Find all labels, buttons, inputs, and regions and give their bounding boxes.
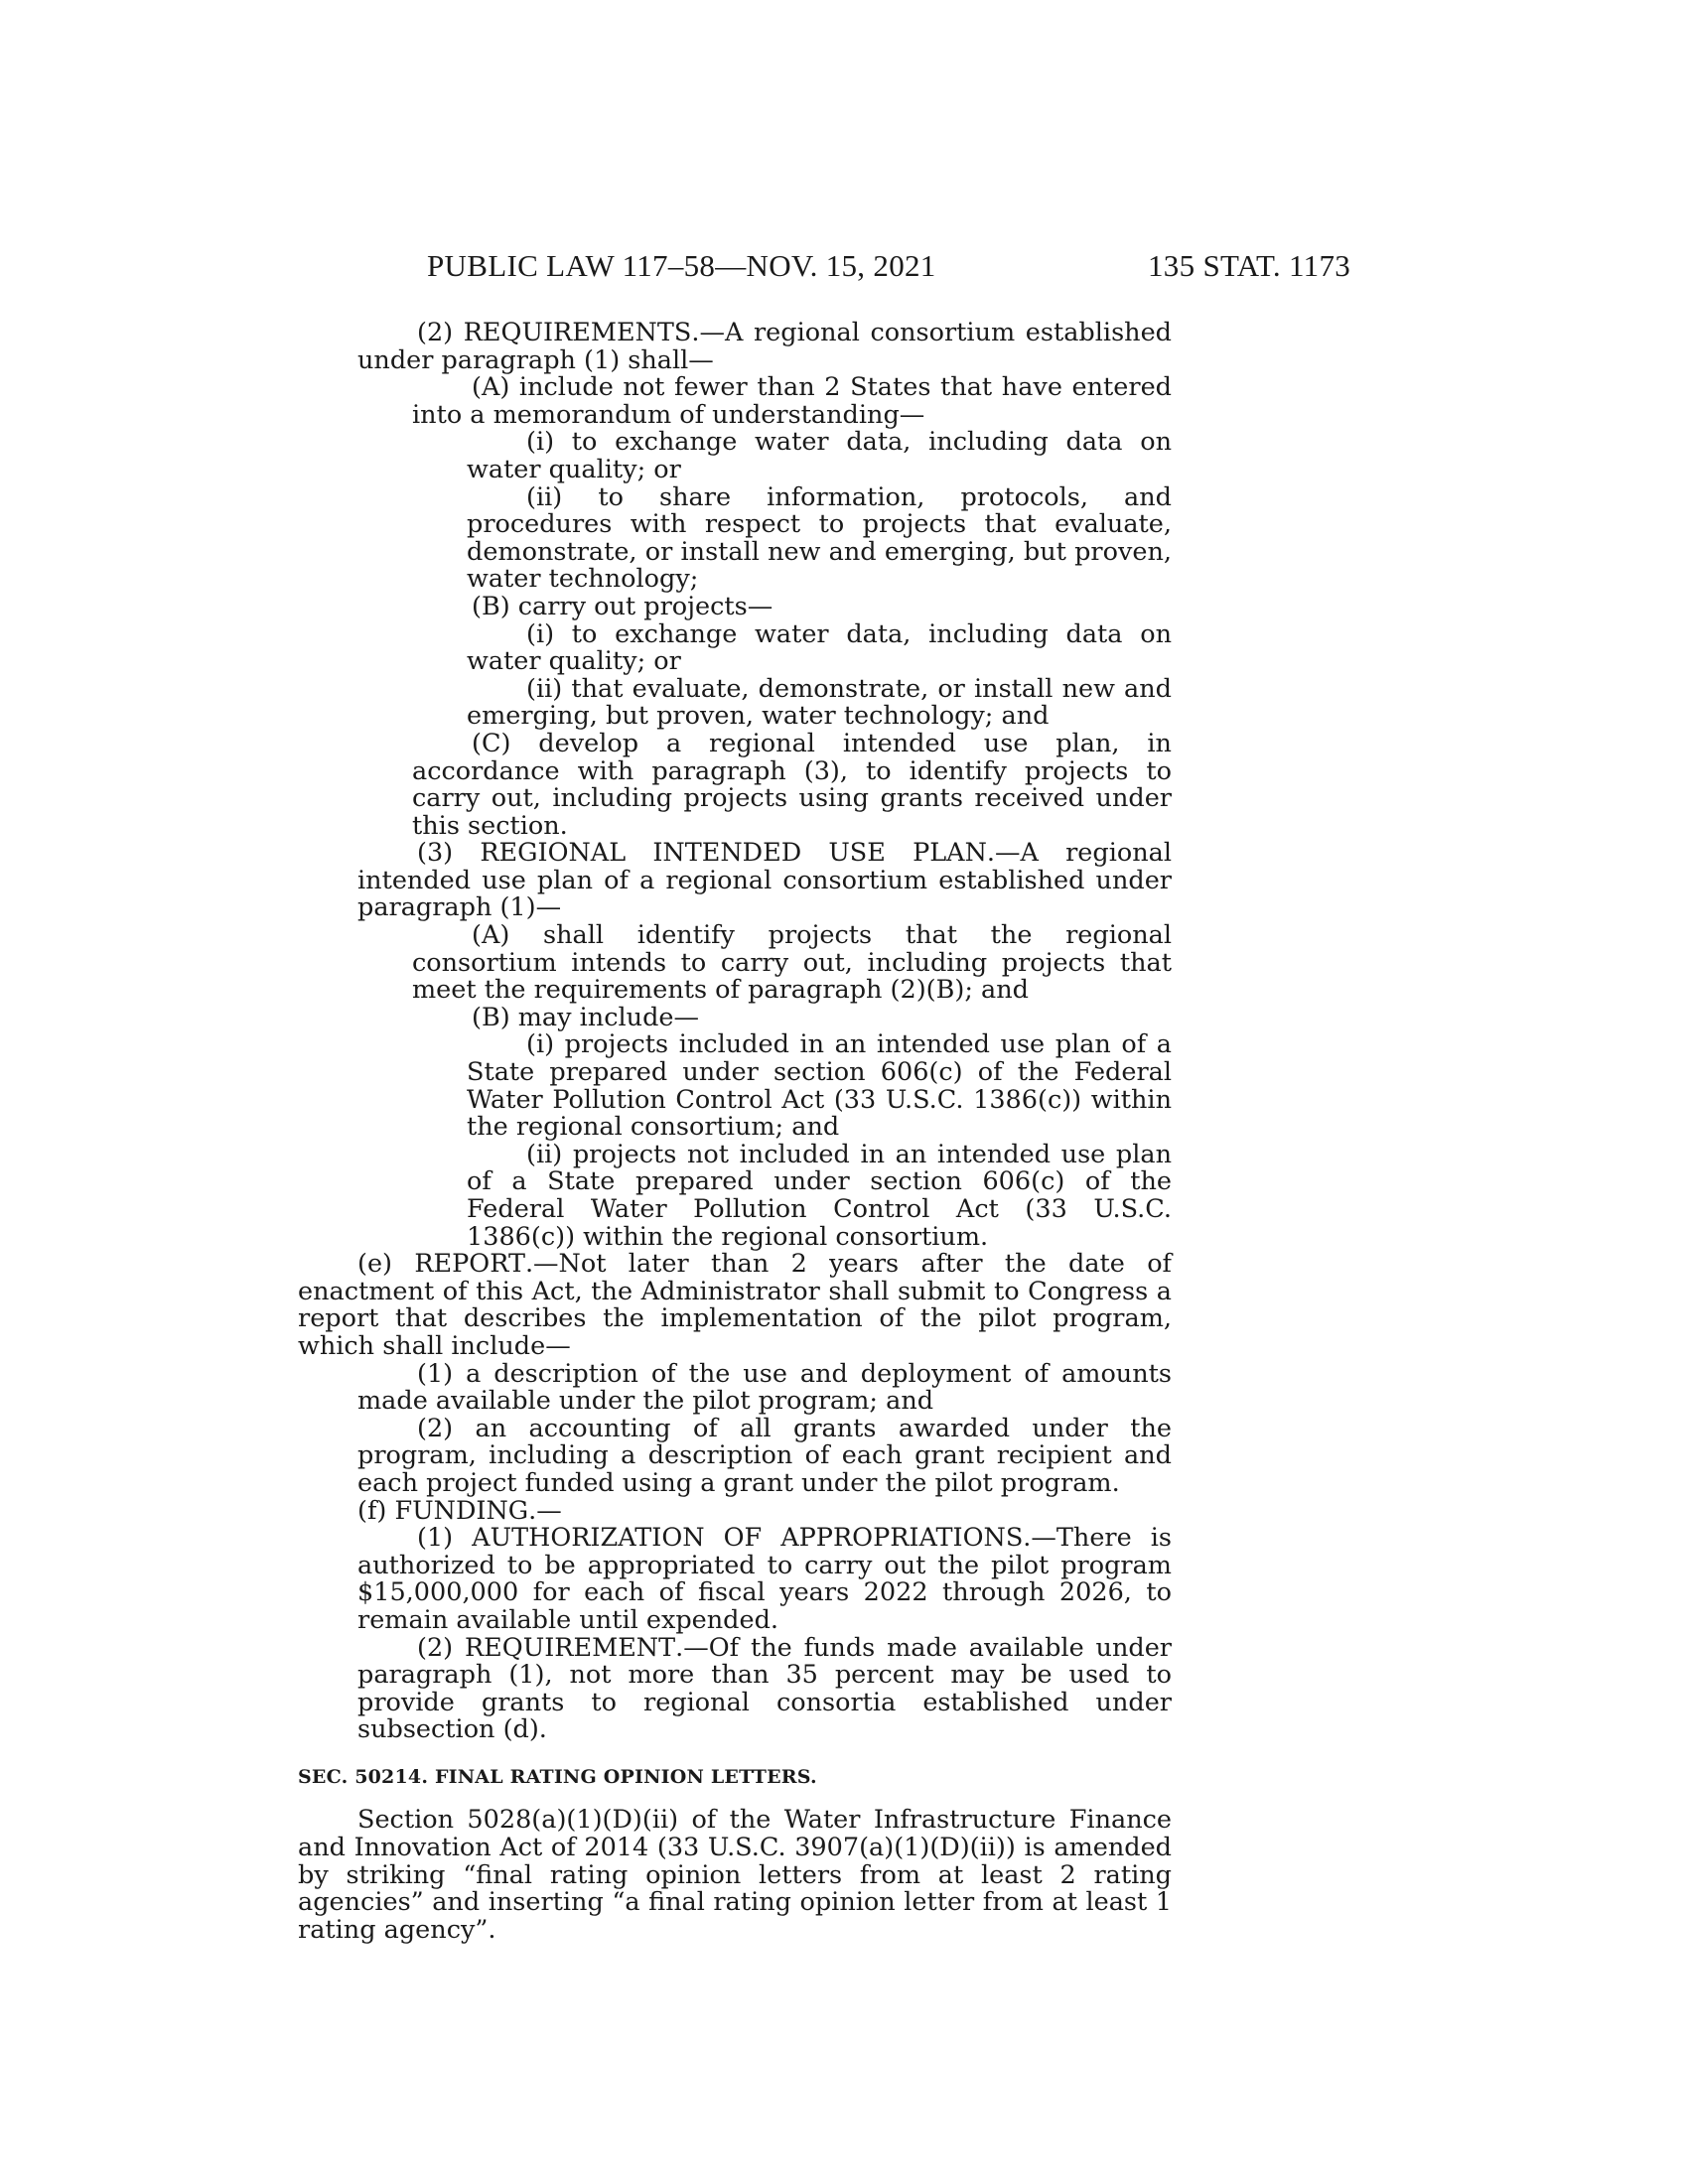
small-caps-heading: AUTHORIZATION OF APPROPRIATIONS	[472, 1523, 1024, 1554]
running-header	[427, 248, 1370, 288]
subparagraph-c: (C) develop a regional intended use plan, in accordance with paragraph (3), to identify projects to carry out, including projects using grants received under this section.	[412, 728, 1172, 841]
paragraph-3-regional-plan: (3) REGIONAL INTENDED USE PLAN.—A regional intended use plan of a regional consortium established under paragraph (1)—	[357, 838, 1172, 923]
small-caps-heading: REQUIREMENT	[464, 1632, 676, 1663]
paragraph-2-requirement: (2) REQUIREMENT.—Of the funds made available under paragraph (1), not more than 35 percent may be used to provide grants to regional consortia established under subsection (d).	[357, 1632, 1172, 1745]
clause-ii: (ii) projects not included in an intended use plan of a State prepared under section 606(c) of the Federal Water Pollution Control Act (33 U.S.C. 1386(c)) within the regional consortium.	[467, 1139, 1172, 1252]
clause-i: (i) to exchange water data, including data on water quality; or	[467, 618, 1172, 677]
paragraph-1: (1) a description of the use and deployment of amounts made available under the pilot program; and	[357, 1358, 1172, 1417]
paragraph-1-authorization: (1) AUTHORIZATION OF APPROPRIATIONS.—There is authorized to be appropriated to carry out the pilot program $15,000,000 for each of fiscal years 2022 through 2026, to remain available until expended.	[357, 1523, 1172, 1635]
small-caps-heading: REGIONAL INTENDED USE PLAN	[480, 838, 987, 869]
paragraph-2: (2) an accounting of all grants awarded under the program, including a description of each grant recipient and each project funded using a grant under the pilot program.	[357, 1413, 1172, 1498]
section-body: Section 5028(a)(1)(D)(ii) of the Water Infrastructure Finance and Innovation Act of 2014 (33 U.S.C. 3907(a)(1)(D)(ii)) is amended by striking “final rating opinion letters from at least 2 rating agencies” and inserting “a final rating opinion letter from at least 1 rating agency”.	[298, 1805, 1172, 1945]
clause-ii: (ii) to share information, protocols, and procedures with respect to projects that evaluate, demonstrate, or install new and emerging, but proven, water technology;	[467, 481, 1172, 595]
page-body	[298, 320, 1172, 1944]
small-caps-heading: REPORT	[414, 1249, 525, 1280]
statute-page-number: 135 STAT. 1173	[1148, 248, 1351, 283]
subparagraph-b: (B) may include—	[472, 1002, 699, 1032]
subparagraph-a: (A) include not fewer than 2 States that have entered into a memorandum of understanding—	[412, 372, 1172, 430]
clause-ii: (ii) that evaluate, demonstrate, or install new and emerging, but proven, water technology; and	[467, 673, 1172, 732]
subsection-f-funding: (f) FUNDING.—	[357, 1495, 562, 1526]
section-heading: SEC. 50214. FINAL RATING OPINION LETTERS.	[298, 1765, 817, 1788]
paragraph-2-requirements: (2) REQUIREMENTS.—A regional consortium established under paragraph (1) shall—	[357, 318, 1172, 375]
small-caps-heading: FUNDING	[394, 1495, 529, 1526]
subparagraph-a: (A) shall identify projects that the regional consortium intends to carry out, including projects that meet the requirements of paragraph (2)(B); and	[412, 920, 1172, 1006]
subsection-e-report: (e) REPORT.—Not later than 2 years after the date of enactment of this Act, the Administrator shall submit to Congress a report that describes the implementation of the pilot program, which shall include—	[298, 1249, 1172, 1361]
clause-i: (i) to exchange water data, including data on water quality; or	[467, 427, 1172, 484]
law-citation: PUBLIC LAW 117–58—NOV. 15, 2021	[427, 248, 936, 283]
subparagraph-b: (B) carry out projects—	[472, 591, 774, 621]
small-caps-heading: REQUIREMENTS	[463, 318, 692, 347]
clause-i: (i) projects included in an intended use plan of a State prepared under section 606(c) of the Federal Water Pollution Control Act (33 U.S.C. 1386(c)) within the regional consortium; and	[467, 1029, 1172, 1143]
